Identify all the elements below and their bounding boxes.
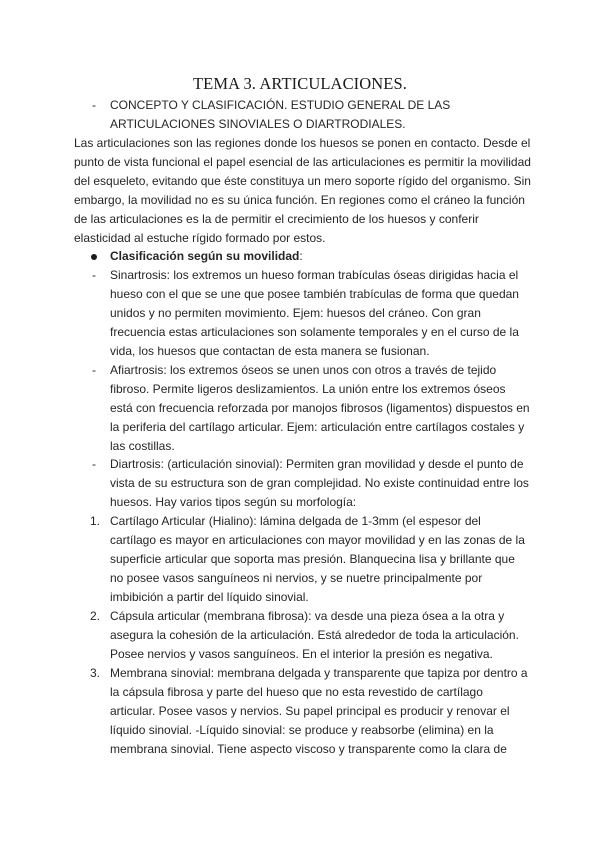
bullet-dot-icon: [91, 254, 97, 260]
list-number: 2.: [90, 609, 101, 623]
list-item-afiartrosis: Afiartrosis: los extremos óseos se unen unos con otros a través de tejido fibroso. Permite ligeros deslizamientos. La unión entre los extremos óseos está con frecuencia reforzada por manojos fibrosos (ligamentos) dispuestos en la periferia del cartílago articular. Ejem: articulación entre cartílagos costales y las costillas.: [110, 363, 530, 453]
list-marker: -: [92, 363, 96, 377]
list-item-sinartrosis: Sinartrosis: los extremos un hueso forman trabículas óseas dirigidas hacia el hueso con el que se une que posee también trabículas de forma que quedan unidos y no permiten movimiento. Ejem: huesos del cráneo. Con gran frecuencia estas articulaciones son solamente temporales y en el curso de la vida, los huesos que contactan de esta manera se fusionan.: [110, 268, 519, 358]
list-item-capsula: Cápsula articular (membrana fibrosa): va desde una pieza ósea a la otra y asegura la cohesión de la articulación. Está alrededor de toda la articulación. Posee nervios y vasos sanguíneos. En el interior la presión es negativa.: [110, 609, 519, 661]
section-heading: CONCEPTO Y CLASIFICACIÓN. ESTUDIO GENERAL DE LAS ARTICULACIONES SINOVIALES O DIARTRODIALES.: [110, 98, 451, 131]
classification-heading: Clasificación según su movilidad: [110, 249, 300, 263]
classification-bullet: [91, 247, 97, 266]
list-item-membrana: Membrana sinovial: membrana delgada y transparente que tapiza por dentro a la cápsula fibrosa y parte del hueso que no esta revestido de cartílago articular. Posee vasos y nervios. Su papel principal es producir y renovar el líquido sinovial. -Líquido sinovial: se produce y reabsorbe (elimina) en la membrana sinovial. Tiene aspecto viscoso y transparente como la clara de: [110, 666, 528, 756]
intro-paragraph: Las articulaciones son las regiones donde los huesos se ponen en contacto. Desde el punto de vista funcional el papel esencial de las articulaciones es permitir la movilidad del esqueleto, evitando que éste constituya un mero soporte rígido del organismo. Sin embargo, la movilidad no es su única función. En regiones como el cráneo la función de las articulaciones es la de permitir el crecimiento de los huesos y conferir elasticidad al estuche rígido formado por estos.: [74, 136, 531, 245]
list-item-diartrosis: Diartrosis: (articulación sinovial): Permiten gran movilidad y desde el punto de vista de su estructura son de gran complejidad. No existe continuidad entre los huesos. Hay varios tipos según su morfología:: [110, 457, 529, 509]
list-marker: -: [92, 457, 96, 471]
list-marker: -: [92, 268, 96, 282]
classification-heading-row: [110, 247, 530, 266]
list-number: 1.: [90, 514, 101, 528]
classification-colon: :: [299, 249, 303, 263]
page-title: TEMA 3. ARTICULACIONES.: [193, 74, 407, 93]
list-number: 3.: [90, 666, 101, 680]
list-item-cartilago: Cartílago Articular (Hialino): lámina delgada de 1-3mm (el espesor del cartílago es mayor en articulaciones con mayor movilidad y en las zonas de la superficie articular que soporta mas presión. Blanquecina lisa y brillante que no posee vasos sanguíneos ni nervios, y se nuetre principalmente por imbibición a partir del líquido sinovial.: [110, 514, 525, 604]
heading-dash-marker: -: [92, 98, 96, 112]
